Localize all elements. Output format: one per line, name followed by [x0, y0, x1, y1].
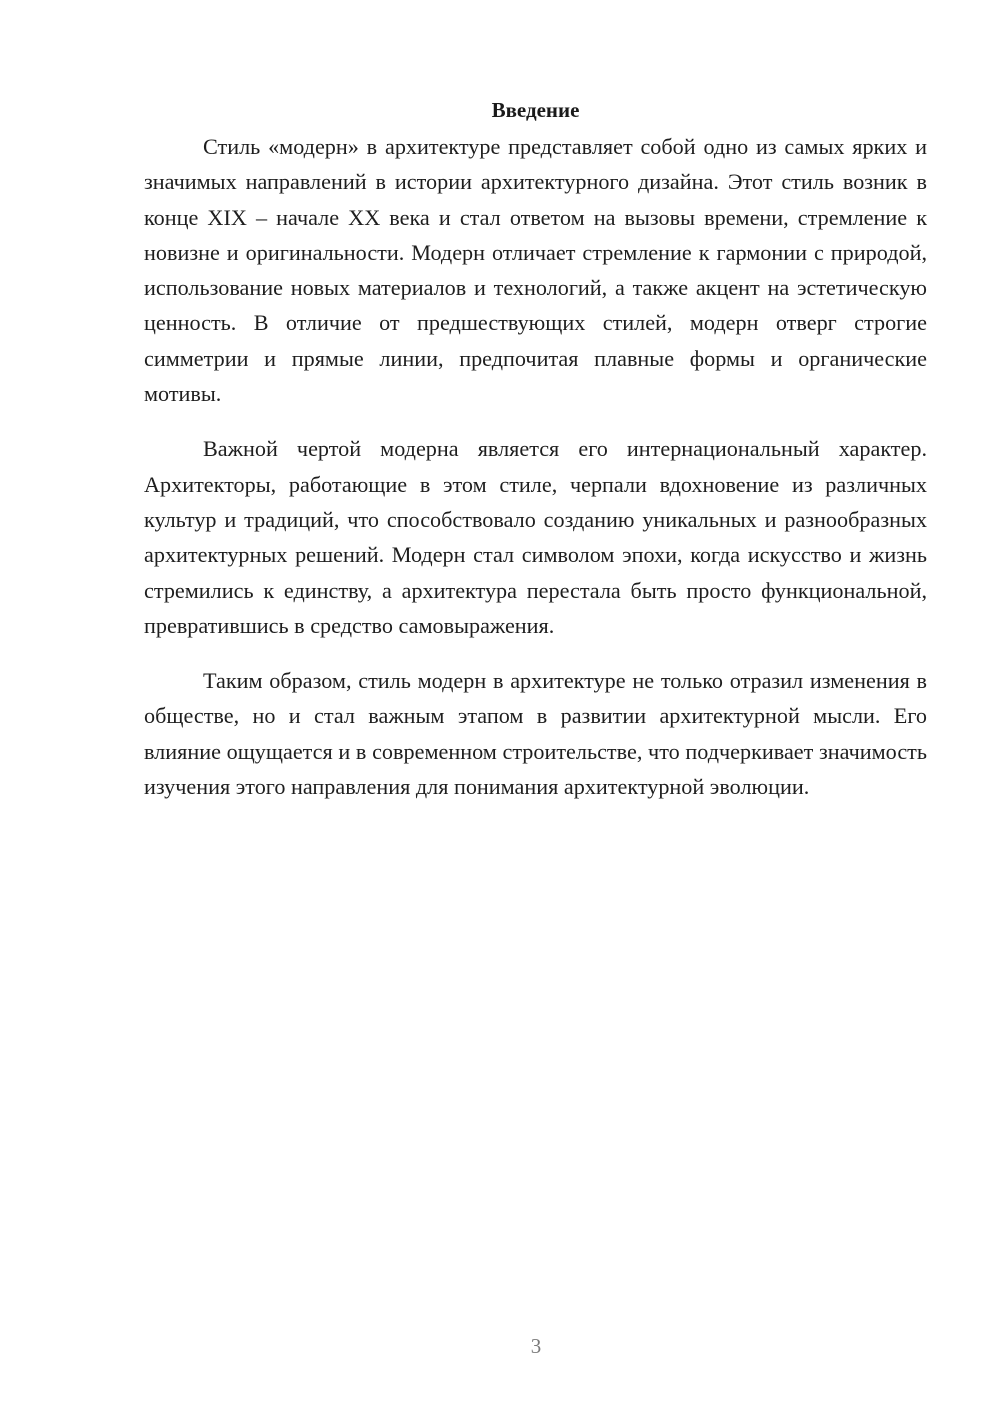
paragraph-2: Важной чертой модерна является его интернациональный характер. Архитекторы, работающие в этом стиле, черпали вдохновение из различных культур и традиций, что способствовало созданию уникальных и разнообразных архитектурных решений. Модерн стал символом эпохи, когда искусство и жизнь стремились к единству, а архитектура перестала быть просто функциональной, превратившись в средство самовыражения. [144, 436, 927, 638]
page-content [144, 94, 927, 824]
section-heading: Введение [491, 98, 580, 122]
page-number: 3 [530, 1334, 542, 1358]
paragraph-3: Таким образом, стиль модерн в архитектуре не только отразил изменения в обществе, но и стал важным этапом в развитии архитектурной мысли. Его влияние ощущается и в современном строительстве, что подчеркивает значимость изучения этого направления для понимания архитектурной эволюции. [144, 668, 927, 800]
paragraph-1: Стиль «модерн» в архитектуре представляет собой одно из самых ярких и значимых направлений в истории архитектурного дизайна. Этот стиль возник в конце XIX – начале XX века и стал ответом на вызовы времени, стремление к новизне и оригинальности. Модерн отличает стремление к гармонии с природой, использование новых материалов и технологий, а также акцент на эстетическую ценность. В отличие от предшествующих стилей, модерн отверг строгие симметрии и прямые линии, предпочитая плавные формы и органические мотивы. [144, 134, 927, 407]
